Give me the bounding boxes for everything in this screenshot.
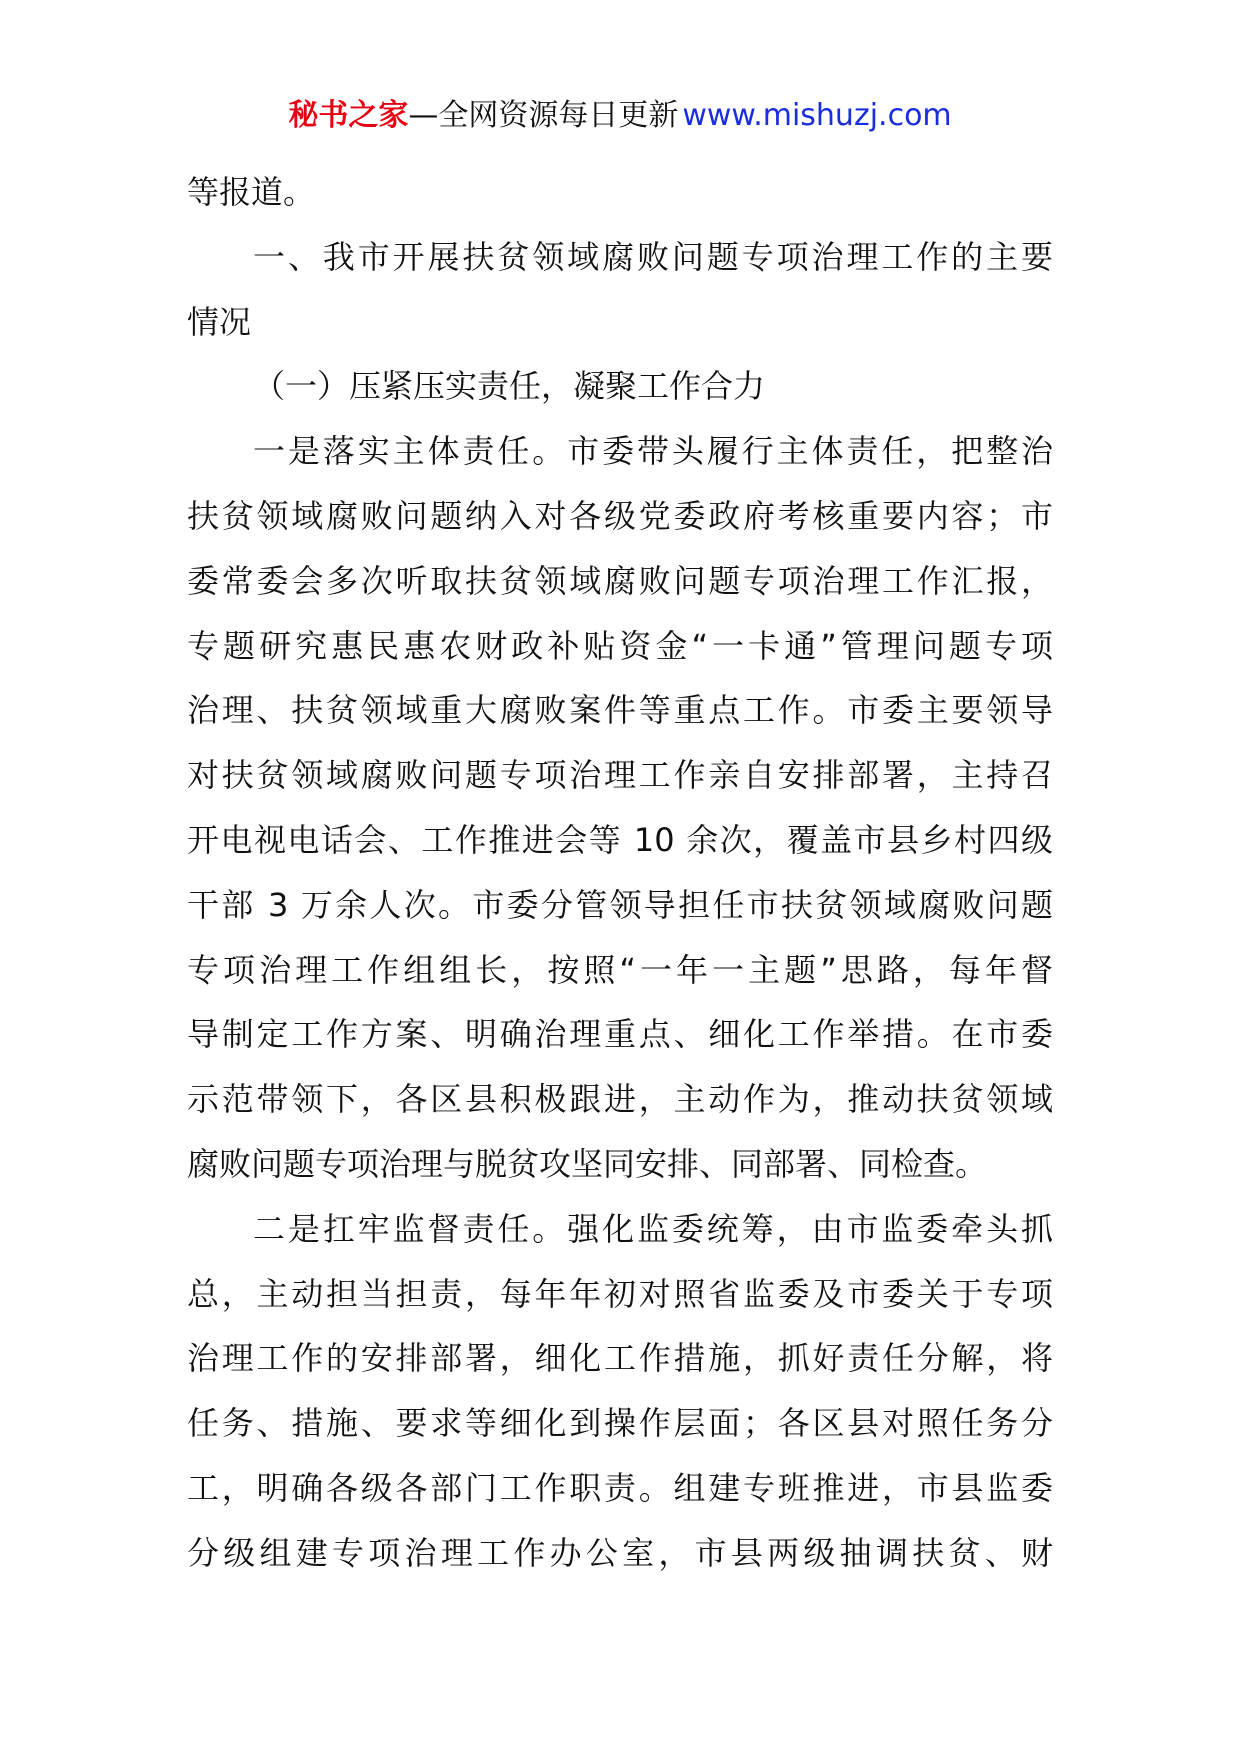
paragraph-line: 腐败问题专项治理与脱贫攻坚同安排、同部署、同检查。 [187, 1144, 988, 1183]
paragraph-line: 分级组建专项治理工作办公室，市县两级抽调扶贫、财 [187, 1533, 1053, 1572]
paragraph-line: 二是扛牢监督责任。强化监委统筹，由市监委牵头抓 [253, 1209, 1053, 1248]
paragraph-line: 干部 3 万余人次。市委分管领导担任市扶贫领域腐败问题 [187, 885, 1053, 924]
brand-name: 秘书之家 [288, 98, 409, 133]
site-header [0, 96, 1240, 136]
paragraph-line: 工，明确各级各部门工作职责。组建专班推进，市县监委 [187, 1468, 1053, 1507]
paragraph-line: 专项治理工作组组长，按照“一年一主题”思路，每年督 [187, 950, 1053, 989]
paragraph-line: 导制定工作方案、明确治理重点、细化工作举措。在市委 [187, 1015, 1053, 1054]
paragraph-line: 总，主动担当担责，每年年初对照省监委及市委关于专项 [187, 1274, 1053, 1313]
site-url-link[interactable]: www.mishuzj.com [682, 98, 952, 133]
section-heading: 一、我市开展扶贫领域腐败问题专项治理工作的主要 [253, 237, 1053, 276]
paragraph-line: 示范带领下，各区县积极跟进，主动作为，推动扶贫领域 [187, 1080, 1053, 1119]
paragraph-line: 任务、措施、要求等细化到操作层面；各区县对照任务分 [187, 1404, 1053, 1443]
paragraph-line: 治理工作的安排部署，细化工作措施，抓好责任分解，将 [187, 1339, 1053, 1378]
paragraph-line: 对扶贫领域腐败问题专项治理工作亲自安排部署，主持召 [187, 756, 1053, 795]
paragraph-line: 专题研究惠民惠农财政补贴资金“一卡通”管理问题专项 [187, 626, 1053, 665]
document-body [187, 160, 1053, 1586]
paragraph-line: 开电视电话会、工作推进会等 10 余次，覆盖市县乡村四级 [187, 820, 1053, 859]
paragraph-line: 委常委会多次听取扶贫领域腐败问题专项治理工作汇报， [187, 561, 1053, 600]
section-heading-continued: 情况 [187, 302, 252, 341]
paragraph-line: 一是落实主体责任。市委带头履行主体责任，把整治 [253, 432, 1053, 471]
paragraph-line: 扶贫领域腐败问题纳入对各级党委政府考核重要内容；市 [187, 496, 1053, 535]
paragraph-line: 治理、扶贫领域重大腐败案件等重点工作。市委主要领导 [187, 691, 1053, 730]
paragraph-line: 等报道。 [187, 173, 316, 211]
header-tagline: —全网资源每日更新 [408, 98, 679, 133]
subsection-heading: （一）压紧压实责任，凝聚工作合力 [253, 367, 766, 406]
